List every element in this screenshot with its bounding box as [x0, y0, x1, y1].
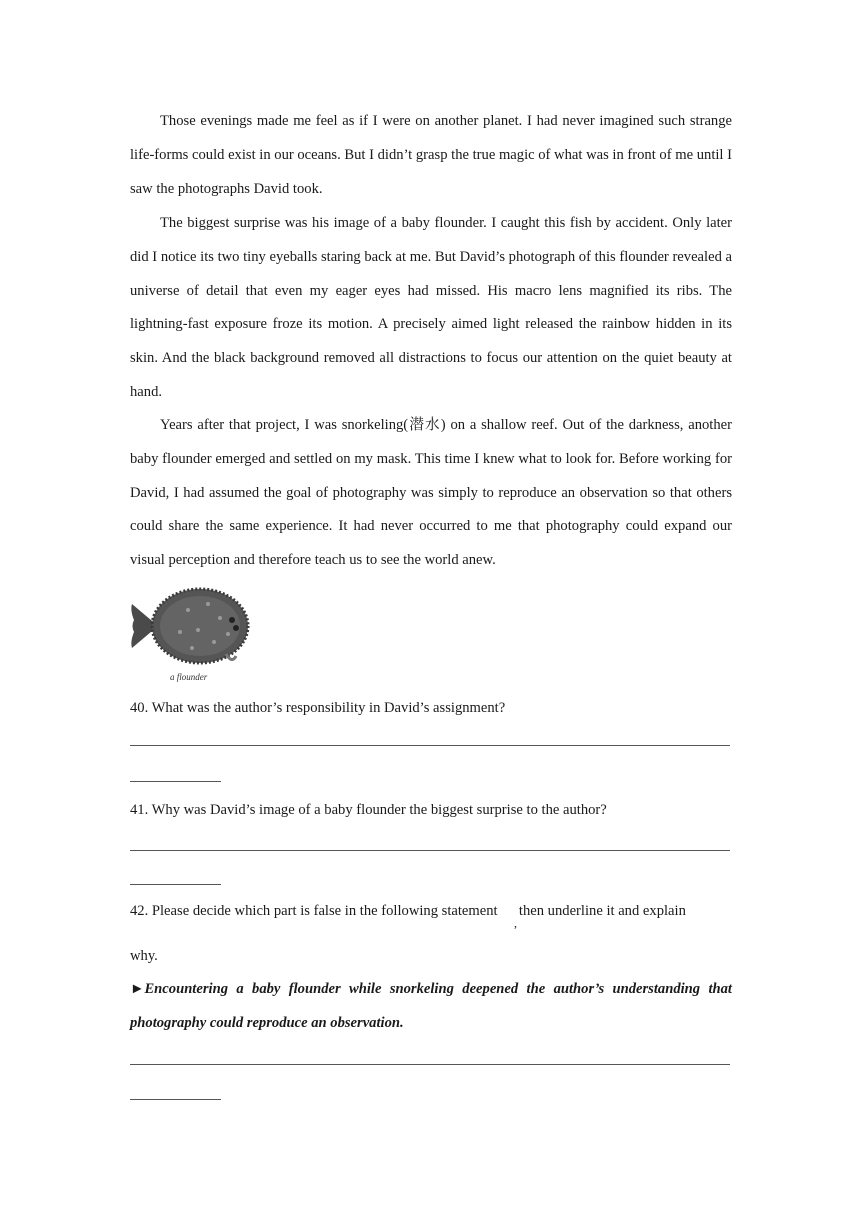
false-statement [130, 973, 732, 1041]
passage-paragraph-1: Those evenings made me feel as if I were on another planet. I had never imagined such strange life-forms could exist in our oceans. But I didn’t grasp the true magic of what was in front of me until I saw the photographs David took. [130, 113, 732, 197]
passage-paragraph-3: Years after that project, I was snorkeling(潜水) on a shallow reef. Out of the darkness, another baby flounder emerged and settled on my mask. This time I knew what to look for. Before working for David, I had assumed the goal of photography was simply to reproduce an observation so that others could share the same experience. It had never occurred to me that photography could expand our visual perception and therefore teach us to see the world anew. [130, 417, 732, 569]
answer-line-40b [130, 781, 221, 782]
flounder-icon [128, 580, 252, 672]
question-41: 41. Why was David’s image of a baby flounder the biggest surprise to the author? [130, 802, 607, 818]
question-42-text-end: then underline it and explain [518, 903, 686, 919]
question-42-text: 42. Please decide which part is false in the following statement [130, 903, 498, 919]
question-42 [130, 901, 686, 921]
answer-line-41b [130, 884, 221, 885]
question-40: 40. What was the author’s responsibility in David’s assignment? [130, 700, 506, 716]
question-42-continued: why. [130, 948, 158, 964]
figure-caption: a flounder [170, 672, 208, 682]
answer-line-42b [130, 1099, 221, 1100]
flounder-figure [128, 580, 252, 686]
question-42-comma: , [514, 916, 517, 930]
triangle-bullet-icon: ► [130, 981, 145, 997]
statement-text: Encountering a baby flounder while snorkeling deepened the author’s understanding that photography could reproduce an observation. [130, 981, 732, 1031]
answer-line-40a [130, 745, 730, 746]
answer-line-41a [130, 850, 730, 851]
answer-line-42a [130, 1064, 730, 1065]
passage-paragraph-2: The biggest surprise was his image of a baby flounder. I caught this fish by accident. Only later did I notice its two tiny eyeballs staring back at me. But David’s photograph of this flounder revealed a universe of detail that even my eager eyes had missed. His macro lens magnified its ribs. The lightning-fast exposure froze its motion. A precisely aimed light released the rainbow hidden in its skin. And the black background removed all distractions to focus our attention on the quiet beauty at hand. [130, 215, 732, 400]
